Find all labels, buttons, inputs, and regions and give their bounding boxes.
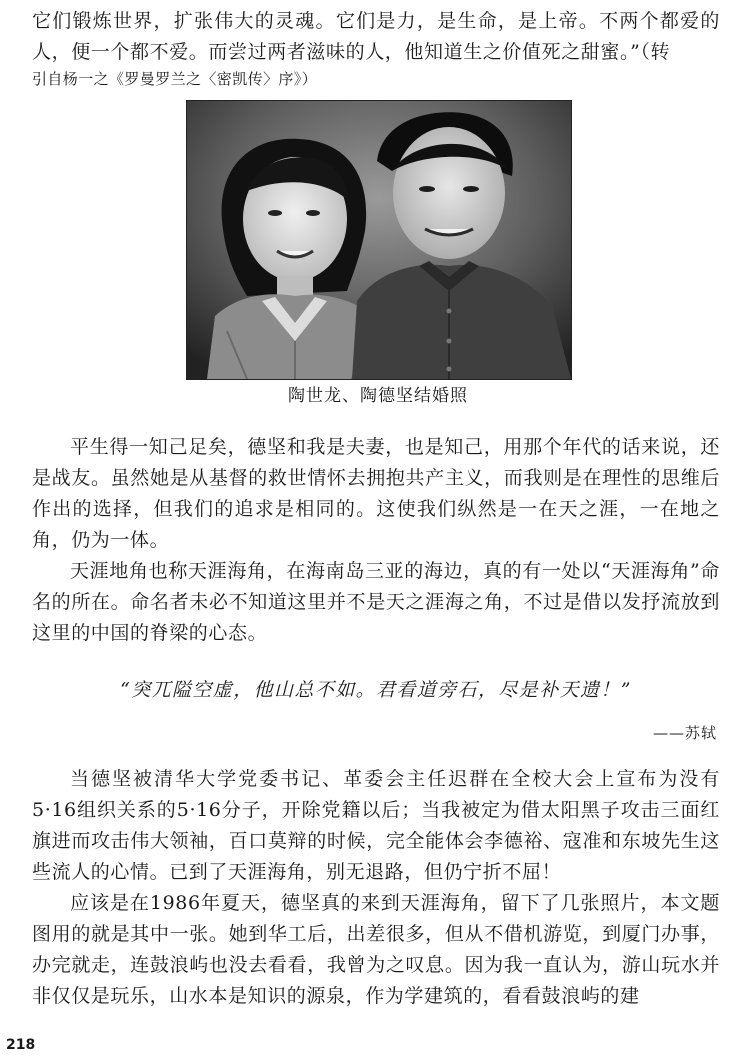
quote-source-citation: 引自杨一之《罗曼罗兰之〈密凯传〉序》）: [32, 70, 318, 88]
page-number: 218: [6, 1037, 36, 1053]
paragraph-quote-continuation: 它们锻炼世界，扩张伟大的灵魂。它们是力，是生命，是上帝。不两个都爱的人，便一个都不爱。而尝过两者滋味的人，他知道生之价值死之甜蜜。”（转: [32, 10, 720, 63]
poem-author: ——苏轼: [652, 724, 717, 742]
paragraph-dismissal: 当德坚被清华大学党委书记、革委会主任迟群在全校大会上宣布为没有5·16组织关系的5·16分子，开除党籍以后；当我被定为借太阳黑子攻击三面红旗进而攻击伟大领袖，百口莫辩的时候，完全能体会李德裕、寇准和东坡先生这些流人的心情。已到了天涯海角，别无退路，但仍宁折不屈！: [32, 768, 720, 883]
paragraph-soulmate: 平生得一知己足矣，德坚和我是夫妻，也是知己，用那个年代的话来说，还是战友。虽然她是从基督的救世情怀去拥抱共产主义，而我则是在理性的思维后作出的选择，但我们的追求是相同的。这使我们纵然是一在天之涯，一在地之角，仍为一体。: [32, 436, 720, 551]
poem-quote: “突兀隘空虚，他山总不如。君看道旁石，尽是补天遗！”: [120, 679, 632, 701]
wedding-photo-image: [187, 101, 571, 379]
photo-caption: 陶世龙、陶德坚结婚照: [288, 386, 468, 406]
wedding-photo: [186, 100, 572, 380]
paragraph-tianya-haijiao: 天涯地角也称天涯海角，在海南岛三亚的海边，真的有一处以“天涯海角”命名的所在。命名者未必不知道这里并不是天之涯海之角，不过是借以发抒流放到这里的中国的脊梁的心态。: [32, 560, 720, 644]
paragraph-1986-visit: 应该是在1986年夏天，德坚真的来到天涯海角，留下了几张照片，本文题图用的就是其中一张。她到华工后，出差很多，但从不借机游览，到厦门办事，办完就走，连鼓浪屿也没去看看，我曾为之叹息。因为我一直认为，游山玩水并非仅仅是玩乐，山水本是知识的源泉，作为学建筑的，看看鼓浪屿的建: [32, 892, 720, 1007]
